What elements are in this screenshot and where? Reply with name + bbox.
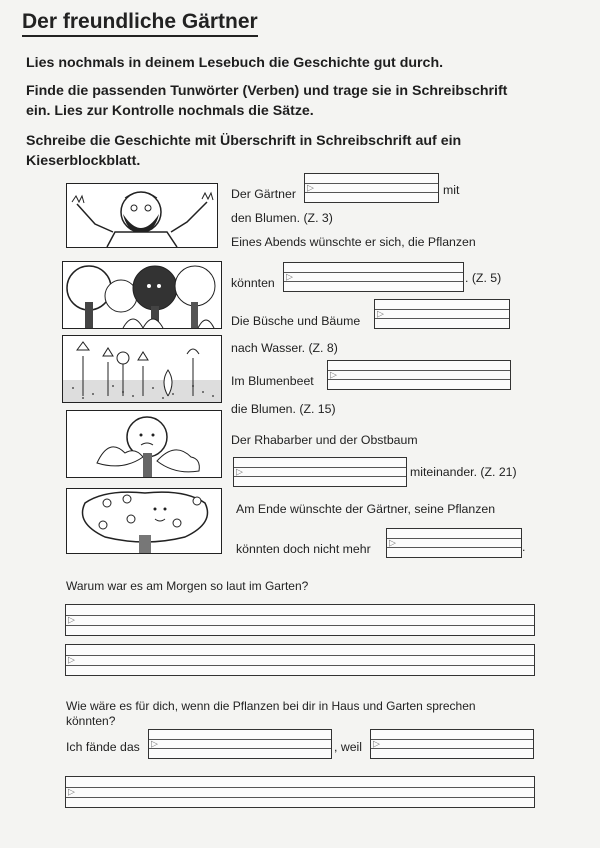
- sentence-3-start: Die Büsche und Bäume: [231, 314, 361, 328]
- instruction-check: ein. Lies zur Kontrolle nochmals die Sätze.: [26, 103, 314, 119]
- field-arrow-icon: ▷: [389, 537, 396, 548]
- instruction-write-story-cont: Kieserblockblatt.: [26, 153, 141, 169]
- field-arrow-icon: ▷: [68, 654, 75, 665]
- sentence-2-end: . (Z. 5): [465, 271, 502, 285]
- instruction-find-verbs: Finde die passenden Tunwörter (Verben) und trage sie in Schreibschrift: [26, 83, 508, 99]
- flowerbed-illustration: [62, 335, 222, 403]
- answer-2-prefix: Ich fände das: [66, 740, 140, 754]
- page-title: Der freundliche Gärtner: [22, 10, 258, 37]
- field-arrow-icon: ▷: [286, 271, 293, 282]
- question-2-cont: könnten?: [66, 714, 116, 728]
- sentence-4-start: Im Blumenbeet: [231, 374, 314, 388]
- sentence-6-start: Am Ende wünschte der Gärtner, seine Pflanzen: [236, 502, 496, 516]
- trees-illustration: [62, 261, 222, 329]
- field-arrow-icon: ▷: [377, 308, 384, 319]
- sentence-6-end: .: [522, 540, 526, 554]
- field-arrow-icon: ▷: [236, 466, 243, 477]
- fruit-tree-illustration: [66, 488, 222, 554]
- gardener-illustration: [66, 183, 218, 248]
- verb-field-2[interactable]: [283, 262, 464, 292]
- instruction-read: Lies nochmals in deinem Lesebuch die Geschichte gut durch.: [26, 55, 444, 71]
- verb-field-4[interactable]: [327, 360, 511, 390]
- field-arrow-icon: ▷: [151, 738, 158, 749]
- answer-field-2c[interactable]: [65, 776, 535, 808]
- sentence-1-mid: mit: [443, 183, 460, 197]
- answer-field-1b[interactable]: [65, 644, 535, 676]
- field-arrow-icon: ▷: [330, 369, 337, 380]
- sentence-6-mid: könnten doch nicht mehr: [236, 542, 371, 556]
- field-arrow-icon: ▷: [68, 786, 75, 797]
- sentence-2-start: Eines Abends wünschte er sich, die Pflanzen: [231, 235, 476, 249]
- verb-field-5[interactable]: [233, 457, 407, 487]
- sentence-1-end: den Blumen. (Z. 3): [231, 211, 333, 225]
- verb-field-6[interactable]: [386, 528, 522, 558]
- rhubarb-tree-illustration: [66, 410, 222, 478]
- sentence-4-end: die Blumen. (Z. 15): [231, 402, 336, 416]
- field-arrow-icon: ▷: [307, 182, 314, 193]
- answer-2-weil: , weil: [334, 740, 363, 754]
- sentence-5-start: Der Rhabarber und der Obstbaum: [231, 433, 418, 447]
- verb-field-3[interactable]: [374, 299, 510, 329]
- question-2: Wie wäre es für dich, wenn die Pflanzen bei dir in Haus und Garten sprechen: [66, 699, 476, 713]
- answer-field-2b[interactable]: [370, 729, 534, 759]
- sentence-5-end: miteinander. (Z. 21): [410, 465, 517, 479]
- sentence-2-mid: könnten: [231, 276, 275, 290]
- field-arrow-icon: ▷: [373, 738, 380, 749]
- answer-field-2a[interactable]: [148, 729, 332, 759]
- verb-field-1[interactable]: [304, 173, 439, 203]
- instruction-write-story: Schreibe die Geschichte mit Überschrift in Schreibschrift auf ein: [26, 133, 462, 149]
- answer-field-1a[interactable]: [65, 604, 535, 636]
- question-1: Warum war es am Morgen so laut im Garten?: [66, 579, 309, 593]
- sentence-3-end: nach Wasser. (Z. 8): [231, 341, 338, 355]
- sentence-1-start: Der Gärtner: [231, 187, 296, 201]
- field-arrow-icon: ▷: [68, 614, 75, 625]
